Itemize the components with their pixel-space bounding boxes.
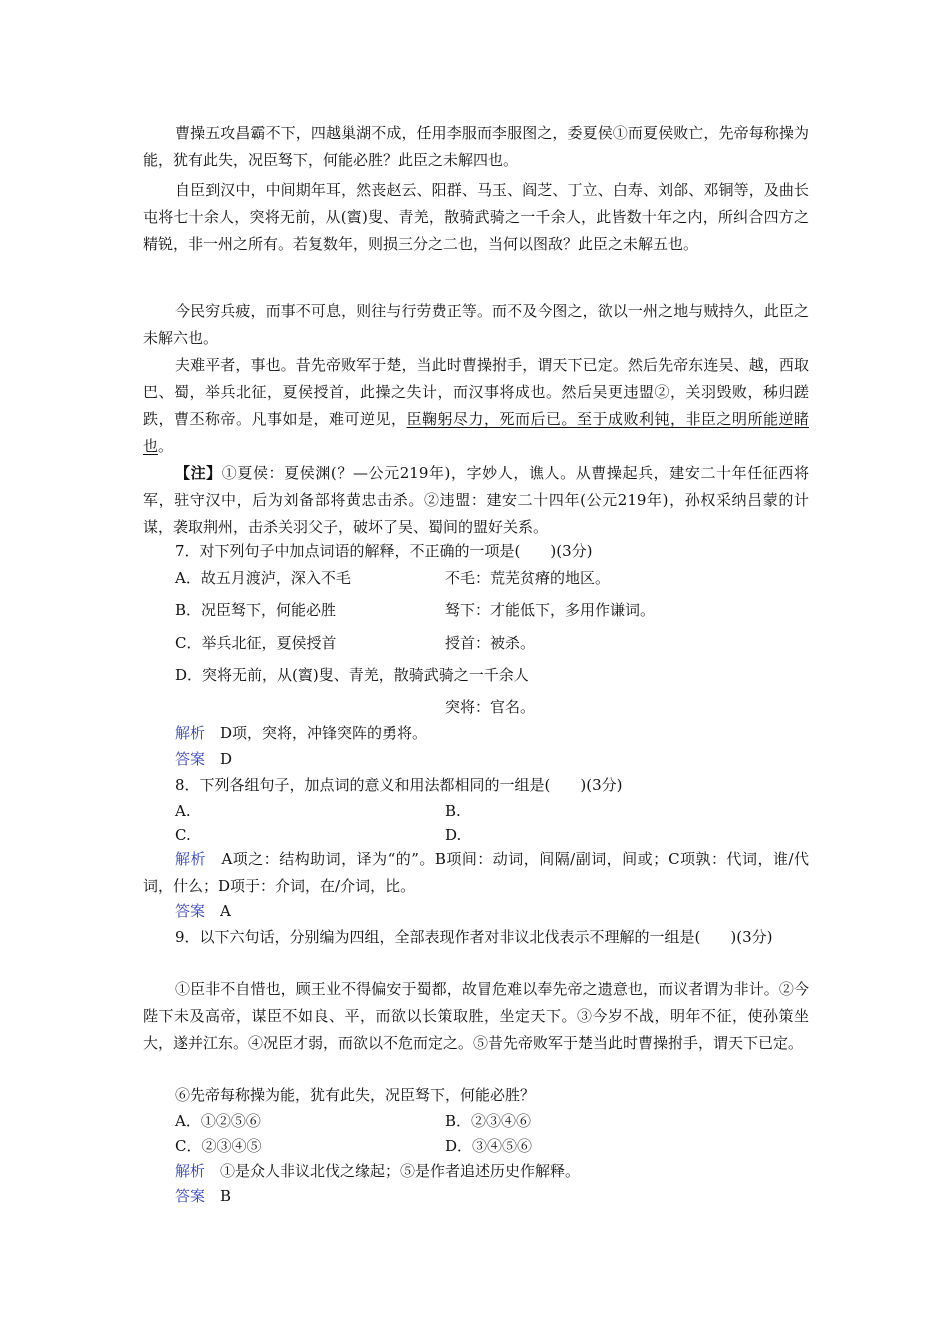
q9-stem: 9．以下六句话，分别编为四组，全部表现作者对非议北伐表示不理解的一组是( )(3分): [175, 928, 773, 946]
analysis-text: D项，突将，冲锋突阵的勇将。: [220, 724, 428, 742]
note-text: ①夏侯：夏侯渊(？—公元219年)，字妙人，谯人。从曹操起兵，建安二十年任征西将军，驻守汉中，后为刘备部将黄忠击杀。②违盟：建安二十四年(公元219年)，孙权采纳吕蒙的计谋，袭取荆州，击杀关羽父子，破坏了吴、蜀间的盟好关系。: [143, 464, 809, 536]
q7-option-c-explanation: 授首：被杀。: [445, 634, 536, 652]
analysis-text: ①是众人非议北伐之缘起；⑤是作者追述历史作解释。: [220, 1162, 581, 1180]
note-label: 【注】: [175, 464, 222, 482]
q8-analysis: [143, 846, 809, 900]
q9-option-d: D．③④⑤⑥: [445, 1137, 533, 1155]
analysis-text: A项之：结构助词，译为“的”。B项间：动词，间隔/副词，间或；C项孰：代词，谁/代词，什么；D项于：介词，在/介词，比。: [143, 850, 809, 895]
answer-text: B: [220, 1187, 232, 1205]
q7-analysis: [175, 720, 427, 747]
q9-option-a: A．①②⑤⑥: [175, 1112, 261, 1130]
q8-option-a: A.: [175, 802, 191, 820]
q7-option-b-explanation: 驽下：才能低下，多用作谦词。: [445, 601, 656, 619]
answer-text: D: [220, 750, 233, 768]
annotation-note: [143, 460, 809, 541]
underlined-sentence: 臣鞠躬尽力，死而后已。至于成败利钝，非臣之明所能逆睹也: [143, 410, 809, 455]
q9-option-b: B．②③④⑥: [445, 1112, 532, 1130]
analysis-label: 解析: [175, 1162, 206, 1180]
q7-option-a: A．故五月渡泸，深入不毛: [175, 569, 351, 587]
q7-option-b: B．况臣驽下，何能必胜: [175, 601, 337, 619]
q7-option-d-explanation: 突将：官名。: [445, 698, 536, 716]
q9-sentences: ①臣非不自惜也，顾王业不得偏安于蜀都，故冒危难以奉先帝之遗意也，而议者谓为非计。②今陛下未及高帝，谋臣不如良、平，而欲以长策取胜，坐定天下。③今岁不战，明年不征，使孙策坐大，遂并江东。④况臣才弱，而欲以不危而定之。⑤昔先帝败军于楚当此时曹操拊手，谓天下已定。: [143, 980, 809, 1052]
q9-analysis: [175, 1158, 580, 1185]
q8-stem: 8．下列各组句子，加点词的意义和用法都相同的一组是( )(3分): [175, 776, 623, 794]
passage-paragraph-1: 曹操五攻昌霸不下，四越巢湖不成，任用李服而李服图之，委夏侯①而夏侯败亡，先帝每称操为能，犹有此失，况臣驽下，何能必胜？此臣之未解四也。: [143, 124, 809, 169]
q7-option-d: D．突将无前，从(賨)叟、青羌，散骑武骑之一千余人: [175, 666, 529, 684]
q7-option-c: C．举兵北征，夏侯授首: [175, 634, 337, 652]
q7-answer: [175, 746, 232, 773]
answer-label: 答案: [175, 1187, 206, 1205]
answer-label: 答案: [175, 750, 206, 768]
analysis-label: 解析: [175, 850, 206, 868]
paragraph-4-text: 夫难平者，事也。昔先帝败军于楚，当此时曹操拊手，谓天下已定。然后先帝东连吴、越，西取巴、蜀，举兵北征，夏侯授首，此操之失计，而汉事将成也。然后吴更违盟②，关羽毁败，秭归蹉跌，曹丕称帝。凡事如是，难可逆见，: [143, 356, 809, 428]
q9-option-c: C．②③④⑤: [175, 1137, 262, 1155]
passage-paragraph-4: [143, 352, 809, 460]
q8-answer: [175, 898, 231, 925]
q8-option-c: C.: [175, 826, 191, 844]
answer-label: 答案: [175, 902, 206, 920]
q8-option-b: B.: [445, 802, 461, 820]
q7-option-a-explanation: 不毛：荒芜贫瘠的地区。: [445, 569, 611, 587]
paragraph-4-end: 。: [158, 437, 174, 455]
q9-answer: [175, 1183, 231, 1210]
q8-option-d: D.: [445, 826, 462, 844]
analysis-label: 解析: [175, 724, 206, 742]
q9-sentence-six: ⑥先帝每称操为能，犹有此失，况臣驽下，何能必胜？: [175, 1086, 536, 1104]
q7-stem: 7．对下列句子中加点词语的解释，不正确的一项是( )(3分): [175, 542, 593, 560]
passage-paragraph-3: 今民穷兵疲，而事不可息，则往与行劳费正等。而不及今图之，欲以一州之地与贼持久，此臣之未解六也。: [143, 302, 809, 347]
passage-paragraph-2: 自臣到汉中，中间期年耳，然丧赵云、阳群、马玉、阎芝、丁立、白寿、刘郃、邓铜等，及曲长屯将七十余人，突将无前，从(賨)叟、青羌，散骑武骑之一千余人，此皆数十年之内，所纠合四方之精锐，非一州之所有。若复数年，则损三分之二也，当何以图敌？此臣之未解五也。: [143, 181, 809, 253]
answer-text: A: [220, 902, 231, 920]
